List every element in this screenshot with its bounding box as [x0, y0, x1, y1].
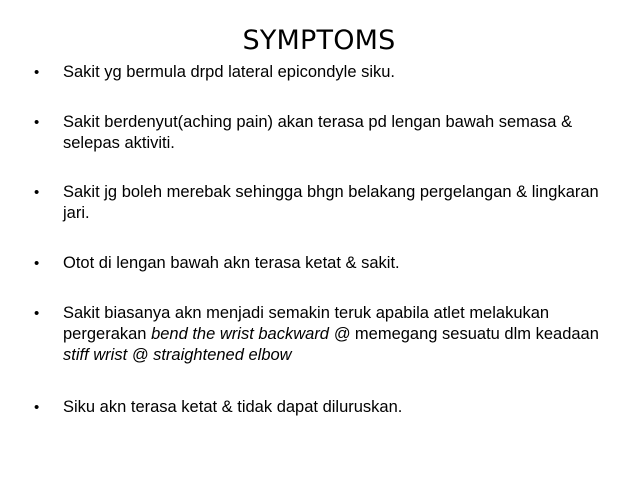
- bullet-marker: •: [34, 305, 40, 322]
- bullet-text: Sakit yg bermula drpd lateral epicondyle siku.: [63, 63, 396, 81]
- bullet-marker: •: [34, 114, 40, 131]
- bullet-text: Siku akn terasa ketat & tidak dapat diluruskan.: [63, 398, 403, 416]
- bullet-text: Otot di lengan bawah akn terasa ketat & sakit.: [63, 254, 400, 272]
- bullet-marker: •: [34, 399, 40, 416]
- bullet-marker: •: [34, 184, 40, 201]
- bullet-marker: •: [34, 255, 40, 272]
- bullet-text: Sakit jg boleh merebak sehingga bhgn belakang pergelangan & lingkaran jari.: [63, 183, 599, 222]
- italic-phrase: bend the wrist backward @: [151, 325, 351, 343]
- bullet-text: Sakit berdenyut(aching pain) akan terasa pd lengan bawah semasa & selepas aktiviti.: [63, 113, 573, 152]
- italic-phrase: stiff wrist @ straightened elbow: [63, 346, 292, 364]
- slide-title: SYMPTOMS: [242, 25, 396, 56]
- bullet-marker: •: [34, 64, 40, 81]
- bullet-text: Sakit biasanya akn menjadi semakin teruk apabila atlet melakukan pergerakan bend the wrist backward @ memegang sesuatu dlm keadaan stiff wrist @ straightened elbow: [63, 304, 599, 364]
